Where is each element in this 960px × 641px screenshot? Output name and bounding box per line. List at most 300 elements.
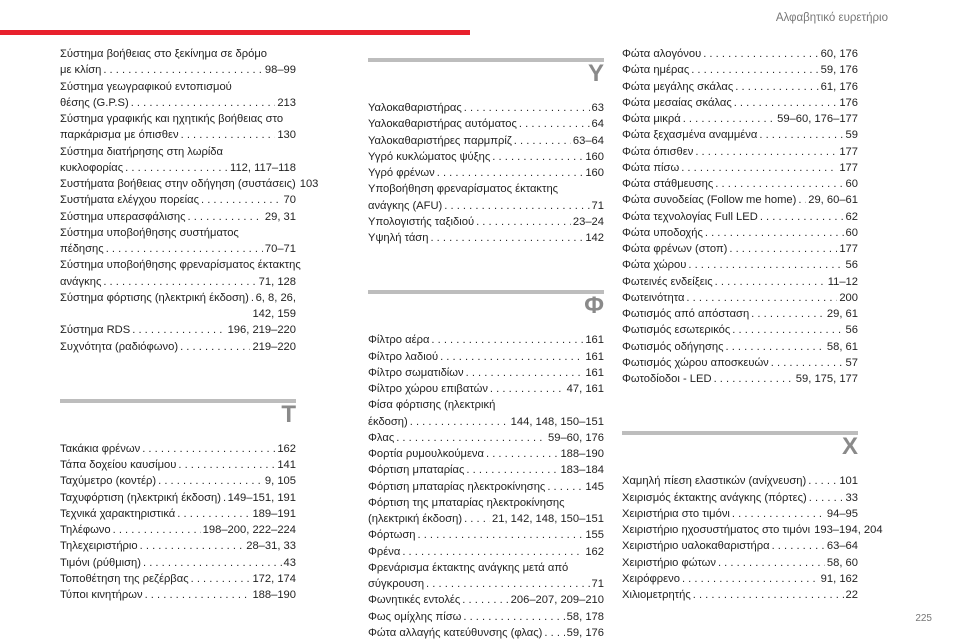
entry-term-line: Φρενάρισμα έκτακτης ανάγκης μετά από [368, 561, 569, 574]
dot-leader [201, 192, 282, 208]
dot-leader [437, 165, 584, 181]
entry-term: Φώτα μεγάλης σκάλας [622, 80, 734, 93]
entry-pages: 196, 219–220 [227, 324, 296, 337]
entry-pages: 141 [277, 459, 296, 471]
dot-leader [486, 446, 558, 462]
dot-leader [431, 332, 583, 348]
entry-row [368, 446, 604, 462]
entry-term: Φωτεινές ενδείξεις [622, 275, 713, 288]
entry-row [622, 522, 883, 538]
index-entry [60, 587, 296, 603]
index-entry [622, 473, 858, 489]
index-entry [622, 225, 858, 241]
dot-leader [751, 306, 825, 322]
entry-term: Συστήματα ελέγχου πορείας [60, 194, 199, 207]
entry-pages: 160 [585, 167, 604, 179]
index-entry [60, 322, 296, 338]
entry-pages: 63 [591, 102, 604, 114]
dot-leader [103, 274, 256, 290]
entry-row [368, 544, 604, 560]
entry-term: Συχνότητα (ραδιόφωνο) [60, 340, 179, 353]
entry-pages: 61, 176 [820, 80, 858, 93]
index-entry [60, 290, 296, 323]
index-column-3 [622, 46, 883, 603]
dot-leader [732, 506, 825, 522]
entry-pages: 60 [845, 178, 858, 190]
entry-row [622, 322, 858, 338]
dot-leader [464, 511, 490, 527]
entry-pages: 176 [839, 96, 858, 109]
entry-term: Φλας [368, 431, 395, 444]
index-entry [622, 355, 858, 371]
entry-term: Υπολογιστής ταξιδιού [368, 215, 475, 228]
entry-pages: 58, 60 [826, 556, 858, 569]
index-entry [622, 555, 858, 571]
entry-term: Φίλτρο λαδιού [368, 350, 439, 363]
dot-leader [223, 490, 226, 506]
dot-leader [466, 365, 584, 381]
dot-leader [476, 214, 571, 230]
entry-term-line: Υποβοήθηση φρεναρίσματος έκτακτης [368, 183, 559, 196]
index-entry [368, 381, 604, 397]
entry-term: ανάγκης (AFU) [368, 199, 443, 212]
entry-term-line: Σύστημα γεωγραφικού εντοπισμού [60, 80, 232, 93]
dot-leader [732, 322, 843, 338]
entry-pages: 172, 174 [252, 572, 296, 585]
entry-pages: 144, 148, 150–151 [510, 415, 604, 428]
dot-leader [103, 62, 263, 78]
dot-leader [106, 241, 263, 257]
entry-pages: 21, 142, 148, 150–151 [492, 513, 604, 525]
entry-term: Χειρισμός έκτακτης ανάγκης (πόρτες) [622, 491, 807, 504]
entry-term-line: Φόρτιση της μπαταρίας ηλεκτροκίνησης [368, 496, 565, 509]
dot-leader [760, 209, 844, 225]
entry-row [622, 506, 858, 522]
index-column-2 [368, 48, 604, 641]
entry-row [60, 62, 296, 78]
entry-row [622, 257, 858, 273]
index-entry [622, 274, 858, 290]
entry-term: Τηλεχειριστήριο [60, 540, 138, 553]
dot-leader [191, 571, 251, 587]
index-entry [622, 79, 858, 95]
index-entry [60, 192, 296, 208]
index-entry [368, 446, 604, 462]
entry-pages: 23–24 [572, 215, 604, 228]
entry-term: Φώτα στάθμευσης [622, 178, 714, 190]
entry-row [622, 46, 858, 62]
dot-leader [463, 609, 564, 625]
entry-row [368, 198, 604, 214]
entry-row [368, 511, 604, 527]
index-entry [368, 430, 604, 446]
entry-row [622, 225, 858, 241]
index-entry [622, 322, 858, 338]
dot-leader [772, 538, 825, 554]
entry-row [622, 111, 858, 127]
index-entry [622, 490, 858, 506]
entry-row [622, 490, 858, 506]
index-entry [60, 555, 296, 571]
index-entry [622, 127, 858, 143]
entry-pages: 60 [845, 226, 858, 239]
entry-row [368, 479, 604, 495]
entry-row [60, 241, 296, 257]
entry-pages: 58, 61 [826, 340, 858, 353]
entry-term: Φώτα χώρου [622, 259, 687, 272]
entry-row [622, 274, 858, 290]
entry-term: Φώτα μεσαίας σκάλας [622, 96, 732, 109]
index-entry [622, 339, 858, 355]
index-entry [60, 79, 296, 112]
entry-term: Χειριστήριο υαλοκαθαριστήρα [622, 540, 770, 553]
entry-term: θέσης (G.P.S) [60, 96, 129, 109]
entry-pages: 177 [839, 145, 858, 158]
dot-leader [417, 527, 583, 543]
entry-pages: 161 [585, 334, 604, 347]
index-entry [622, 62, 858, 78]
entry-pages: 43 [283, 556, 296, 569]
dot-leader [132, 322, 225, 338]
entry-term: Υαλοκαθαριστήρες παρμπρίζ [368, 134, 512, 147]
letter-heading [60, 389, 296, 441]
section-divider [60, 399, 296, 403]
dot-leader [410, 414, 509, 430]
entry-term: Τιμόνι (ρύθμιση) [60, 556, 141, 569]
dot-leader [798, 192, 806, 208]
dot-leader [686, 290, 837, 306]
entry-row [368, 430, 604, 446]
index-entry [622, 209, 858, 225]
entry-row [60, 490, 296, 506]
dot-leader [187, 209, 262, 225]
section-divider [368, 290, 604, 294]
entry-pages: 33 [845, 491, 858, 504]
entry-term: Χειριστήριο φώτων [622, 556, 716, 569]
index-entry [622, 111, 858, 127]
dot-leader [430, 230, 583, 246]
entry-row [60, 473, 296, 489]
entry-term: με κλίση [60, 64, 102, 77]
entry-term: Υαλοκαθαριστήρας αυτόματος [368, 118, 517, 131]
entry-row [622, 339, 858, 355]
dot-leader [462, 592, 508, 608]
entry-term: Φώτα τεχνολογίας Full LED [622, 210, 758, 223]
index-entry [368, 149, 604, 165]
entry-pages: 11–12 [827, 275, 858, 288]
entry-pages: 161 [585, 366, 604, 379]
index-entry [622, 257, 858, 273]
entry-row [368, 100, 604, 116]
dot-leader [514, 133, 571, 149]
entry-term: Φωτεινότητα [622, 291, 685, 304]
entry-pages: 103 [299, 178, 319, 190]
entry-pages: 29, 61 [826, 308, 858, 320]
entry-row [60, 274, 296, 290]
entry-term-line: Σύστημα βοήθειας στο ξεκίνημα σε δρόμο [60, 48, 268, 60]
entry-term: Φωτισμός χώρου αποσκευών [622, 356, 769, 369]
entry-row [60, 95, 296, 111]
index-entry [60, 144, 296, 177]
entry-term: Φωτισμός οδήγησης [622, 340, 724, 353]
entry-row [60, 571, 296, 587]
dot-leader [131, 95, 276, 111]
entries-group [622, 473, 883, 603]
entry-row [60, 457, 296, 473]
entry-term: Σύστημα RDS [60, 324, 131, 337]
entry-term: ανάγκης [60, 275, 102, 288]
entry-row [368, 527, 604, 543]
dot-leader [113, 522, 201, 538]
entry-row [622, 176, 858, 192]
dot-leader [705, 225, 844, 241]
entry-pages: 28–31, 33 [246, 540, 296, 553]
index-column-1 [60, 46, 319, 603]
entry-term: Φώτα υποδοχής [622, 226, 703, 239]
entry-pages: 142 [585, 232, 604, 244]
entry-row [60, 339, 296, 355]
entry-pages: 91, 162 [820, 572, 858, 585]
section-letter: Υ [587, 60, 604, 87]
index-entry [622, 371, 858, 387]
index-entry [622, 46, 858, 62]
entry-pages: 59, 176 [820, 64, 858, 77]
entry-row [60, 506, 296, 522]
entry-row [368, 381, 604, 397]
dot-leader [251, 290, 254, 306]
entry-pages: 62 [845, 210, 858, 223]
entry-row [60, 127, 296, 143]
dot-leader [759, 127, 843, 143]
entry-pages: 63–64 [826, 540, 858, 553]
index-entry [60, 209, 296, 225]
entry-pages: 22 [845, 589, 858, 601]
entry-term: Φωτισμός από απόσταση [622, 308, 750, 320]
entry-pages: 206–207, 209–210 [510, 594, 604, 607]
entry-term: Φόρτιση μπαταρίας ηλεκτροκίνησης [368, 480, 546, 493]
entry-row [60, 176, 319, 192]
dot-leader [695, 144, 837, 160]
entries-group [60, 441, 296, 604]
index-entry [60, 538, 296, 554]
dot-leader [735, 79, 818, 95]
entry-row [622, 473, 858, 489]
entry-term: Φώτα συνοδείας (Follow me home) [622, 194, 797, 207]
entry-row [368, 214, 604, 230]
entry-term: Φώτα πίσω [622, 161, 680, 174]
entry-pages: 29, 31 [264, 210, 296, 223]
letter-heading [368, 48, 604, 100]
entry-pages: 29, 60–61 [808, 194, 858, 207]
entry-term: Σύστημα φόρτισης (ηλεκτρική έκδοση) [60, 291, 249, 304]
entry-term: Φώτα φρένων (στοπ) [622, 243, 728, 255]
page-number: 225 [915, 613, 932, 624]
dot-leader [726, 339, 825, 355]
entry-pages: 101 [839, 475, 858, 488]
entry-row [368, 576, 604, 592]
dot-leader [143, 555, 282, 571]
entry-term: Χειριστήριο ηχοσυστήματος στο τιμόνι [622, 524, 811, 536]
index-entry [368, 230, 604, 246]
index-entry [60, 457, 296, 473]
entry-pages: 161 [585, 350, 604, 363]
entry-row [622, 192, 858, 208]
index-entry [622, 241, 858, 257]
entry-row [368, 133, 604, 149]
entry-term: Συστήματα βοήθειας στην οδήγηση (συστάσεις) [60, 178, 296, 190]
index-entry [368, 609, 604, 625]
index-entry [622, 192, 858, 208]
entries-group [622, 46, 858, 387]
index-entry [368, 397, 604, 430]
index-entry [368, 592, 604, 608]
entry-term: Φώτα ημέρας [622, 64, 690, 77]
entry-term-line: Σύστημα υποβοήθησης φρεναρίσματος έκτακτης [60, 259, 301, 272]
entry-term: Τηλέφωνο [60, 524, 111, 536]
entry-pages: 71 [591, 199, 604, 212]
index-entry [622, 522, 883, 538]
entry-pages: 6, 8, 26, [255, 291, 296, 304]
index-entry [368, 560, 604, 593]
entry-term: έκδοση) [368, 415, 408, 428]
entry-pages: 63–64 [572, 134, 604, 147]
entry-row [60, 192, 296, 208]
entry-pages: 70 [283, 194, 296, 207]
entry-pages: 162 [277, 442, 296, 455]
index-entry [622, 538, 858, 554]
entry-term: Φώτα μικρά [622, 113, 681, 125]
entry-pages: 60, 176 [820, 48, 858, 60]
dot-leader [688, 257, 843, 273]
dot-leader [547, 479, 583, 495]
dot-leader [693, 587, 844, 603]
dot-leader [771, 355, 844, 371]
entry-pages: 198–200, 222–224 [202, 524, 296, 536]
letter-heading [622, 421, 858, 473]
entry-pages: 219–220 [252, 340, 296, 353]
dot-leader [140, 538, 245, 554]
entry-term: Τακάκια φρένων [60, 442, 141, 455]
entry-pages: 188–190 [252, 589, 296, 601]
entry-row [60, 290, 296, 306]
letter-heading [368, 280, 604, 332]
index-entry [368, 133, 604, 149]
index-entry [60, 46, 296, 79]
index-entry [368, 365, 604, 381]
dot-leader [682, 571, 819, 587]
index-entry [368, 116, 604, 132]
entry-term: Φόρτωση [368, 529, 416, 542]
entry-row [368, 230, 604, 246]
index-entry [368, 479, 604, 495]
entry-term-line: Φίσα φόρτισης (ηλεκτρική [368, 399, 496, 412]
dot-leader [402, 544, 583, 560]
entry-term: Χαμηλή πίεση ελαστικών (ανίχνευση) [622, 475, 807, 488]
dot-leader [681, 160, 837, 176]
entry-row [622, 290, 858, 306]
entry-term: Φρένα [368, 545, 401, 558]
index-entry [60, 441, 296, 457]
index-entry [622, 95, 858, 111]
entry-term: Ταχύμετρο (κοντέρ) [60, 475, 157, 488]
dot-leader [142, 441, 275, 457]
index-entry [60, 257, 301, 290]
entry-row [622, 371, 858, 387]
section-letter: Χ [841, 433, 858, 461]
entry-row [60, 587, 296, 603]
index-entry [368, 495, 604, 528]
dot-leader [714, 371, 794, 387]
dot-leader [464, 100, 590, 116]
dot-leader [715, 176, 843, 192]
entry-term: Φίλτρο αέρα [368, 334, 430, 347]
dot-leader [544, 625, 564, 641]
entry-term: Φως ομίχλης πίσω [368, 610, 462, 623]
entry-pages: 112, 117–118 [230, 161, 296, 174]
entry-term: Υψηλή τάση [368, 232, 429, 244]
entry-term: Υαλοκαθαριστήρας [368, 102, 462, 114]
entry-pages: 177 [839, 161, 858, 174]
entry-term-line: Σύστημα γραφικής και ηχητικής βοήθειας στο [60, 113, 284, 125]
entry-row [622, 538, 858, 554]
entry-term: Σύστημα υπερασφάλισης [60, 210, 186, 223]
index-entry [368, 214, 604, 230]
index-entry [368, 462, 604, 478]
entry-row [622, 209, 858, 225]
entry-term: (ηλεκτρική έκδοση) [368, 513, 463, 525]
entry-term: Τάπα δοχείου καυσίμου [60, 459, 177, 471]
index-entry [368, 100, 604, 116]
index-entry [368, 349, 604, 365]
entry-term: Υγρό φρένων [368, 167, 435, 179]
header-accent-bar [0, 30, 470, 35]
entry-row [368, 149, 604, 165]
entry-row [622, 355, 858, 371]
entry-row [368, 365, 604, 381]
entry-pages: 200 [839, 291, 858, 304]
entry-row [60, 322, 296, 338]
dot-leader [444, 198, 589, 214]
entry-pages: 149–151, 191 [227, 491, 296, 504]
entry-pages: 59 [845, 129, 858, 142]
index-entry [368, 544, 604, 560]
page-header-title: Αλφαβητικό ευρετήριο [775, 12, 888, 24]
dot-leader [734, 95, 838, 111]
entry-term: σύγκρουση [368, 578, 425, 590]
dot-leader [490, 381, 565, 397]
index-entry [368, 332, 604, 348]
dot-leader [683, 111, 775, 127]
entry-row [622, 306, 858, 322]
section-letter: Τ [281, 400, 296, 428]
entry-row [622, 160, 858, 176]
entry-term: Υγρό κυκλώματος ψύξης [368, 150, 491, 163]
index-entry [368, 181, 604, 214]
index-entry [622, 306, 858, 322]
entry-row [368, 332, 604, 348]
dot-leader [808, 473, 837, 489]
entry-term: Φόρτιση μπαταρίας [368, 464, 465, 477]
index-entry [622, 176, 858, 192]
dot-leader [396, 430, 546, 446]
entry-pages: 130 [277, 129, 296, 142]
dot-leader [492, 149, 583, 165]
entry-pages: 58, 178 [566, 610, 604, 623]
dot-leader [158, 473, 263, 489]
entry-pages-continued: 142, 159 [252, 308, 296, 320]
index-entry [60, 473, 296, 489]
entry-term: Φωτισμός εσωτερικός [622, 324, 731, 337]
